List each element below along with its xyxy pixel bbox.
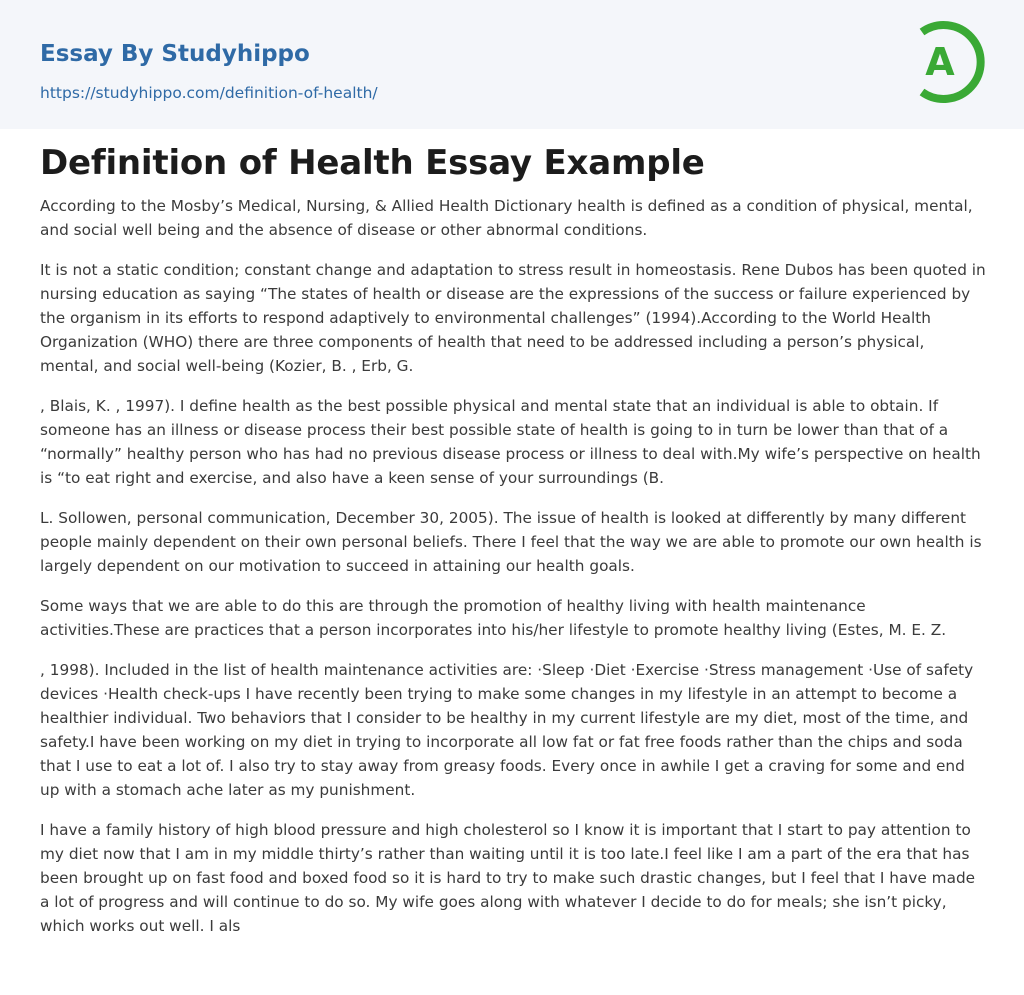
- page-url-link[interactable]: https://studyhippo.com/definition-of-health/: [40, 84, 378, 102]
- essay-paragraph: , 1998). Included in the list of health maintenance activities are: ·Sleep ·Diet ·Exercise ·Stress management ·Use of safety devices ·Health check-ups I have recently been trying to make some changes in my lifestyle in an attempt to become a healthier individual. Two behaviors that I consider to be healthy in my current lifestyle are my diet, most of the time, and safety.I have been working on my diet in trying to incorporate all low fat or fat free foods rather than the chips and soda that I use to eat a lot of. I also try to stay away from greasy foods. Every once in awhile I get a craving for some and end up with a stomach ache later as my punishment.: [40, 661, 974, 799]
- site-brand[interactable]: Essay By Studyhippo: [40, 41, 310, 67]
- site-header: [0, 0, 1024, 129]
- essay-body: [40, 194, 986, 954]
- essay-paragraph: Some ways that we are able to do this are through the promotion of healthy living with health maintenance activities.These are practices that a person incorporates into his/her lifestyle to promote healthy living (Estes, M. E. Z.: [40, 597, 947, 639]
- essay-paragraph: It is not a static condition; constant change and adaptation to stress result in homeostasis. Rene Dubos has been quoted in nursing education as saying “The states of health or disease are the expressions of the success or failure experienced by the organism in its efforts to respond adaptively to environmental challenges” (1994).According to the World Health Organization (WHO) there are three components of health that need to be addressed including a person’s physical, mental, and social well-being (Kozier, B. , Erb, G.: [40, 261, 986, 375]
- essay-paragraph: According to the Mosby’s Medical, Nursing, & Allied Health Dictionary health is defined as a condition of physical, mental, and social well being and the absence of disease or other abnormal conditions.: [40, 197, 973, 239]
- essay-paragraph: L. Sollowen, personal communication, December 30, 2005). The issue of health is looked at differently by many different people mainly dependent on their own personal beliefs. There I feel that the way we are able to promote our own health is largely dependent on our motivation to succeed in attaining our health goals.: [40, 509, 982, 575]
- page-title: Definition of Health Essay Example: [40, 143, 705, 183]
- studyhippo-logo-icon[interactable]: [908, 16, 990, 108]
- essay-paragraph: , Blais, K. , 1997). I define health as the best possible physical and mental state that an individual is able to obtain. If someone has an illness or disease process their best possible state of health is going to in turn be lower than that of a “normally” healthy person who has had no previous disease process or illness to deal with.My wife’s perspective on health is “to eat right and exercise, and also have a keen sense of your surroundings (B.: [40, 397, 981, 487]
- essay-paragraph: I have a family history of high blood pressure and high cholesterol so I know it is important that I start to pay attention to my diet now that I am in my middle thirty’s rather than waiting until it is too late.I feel like I am a part of the era that has been brought up on fast food and boxed food so it is hard to try to make such drastic changes, but I feel that I have made a lot of progress and will continue to do so. My wife goes along with whatever I decide to do for meals; she isn’t picky, which works out well. I als: [40, 821, 976, 935]
- logo-letter: A: [925, 40, 955, 84]
